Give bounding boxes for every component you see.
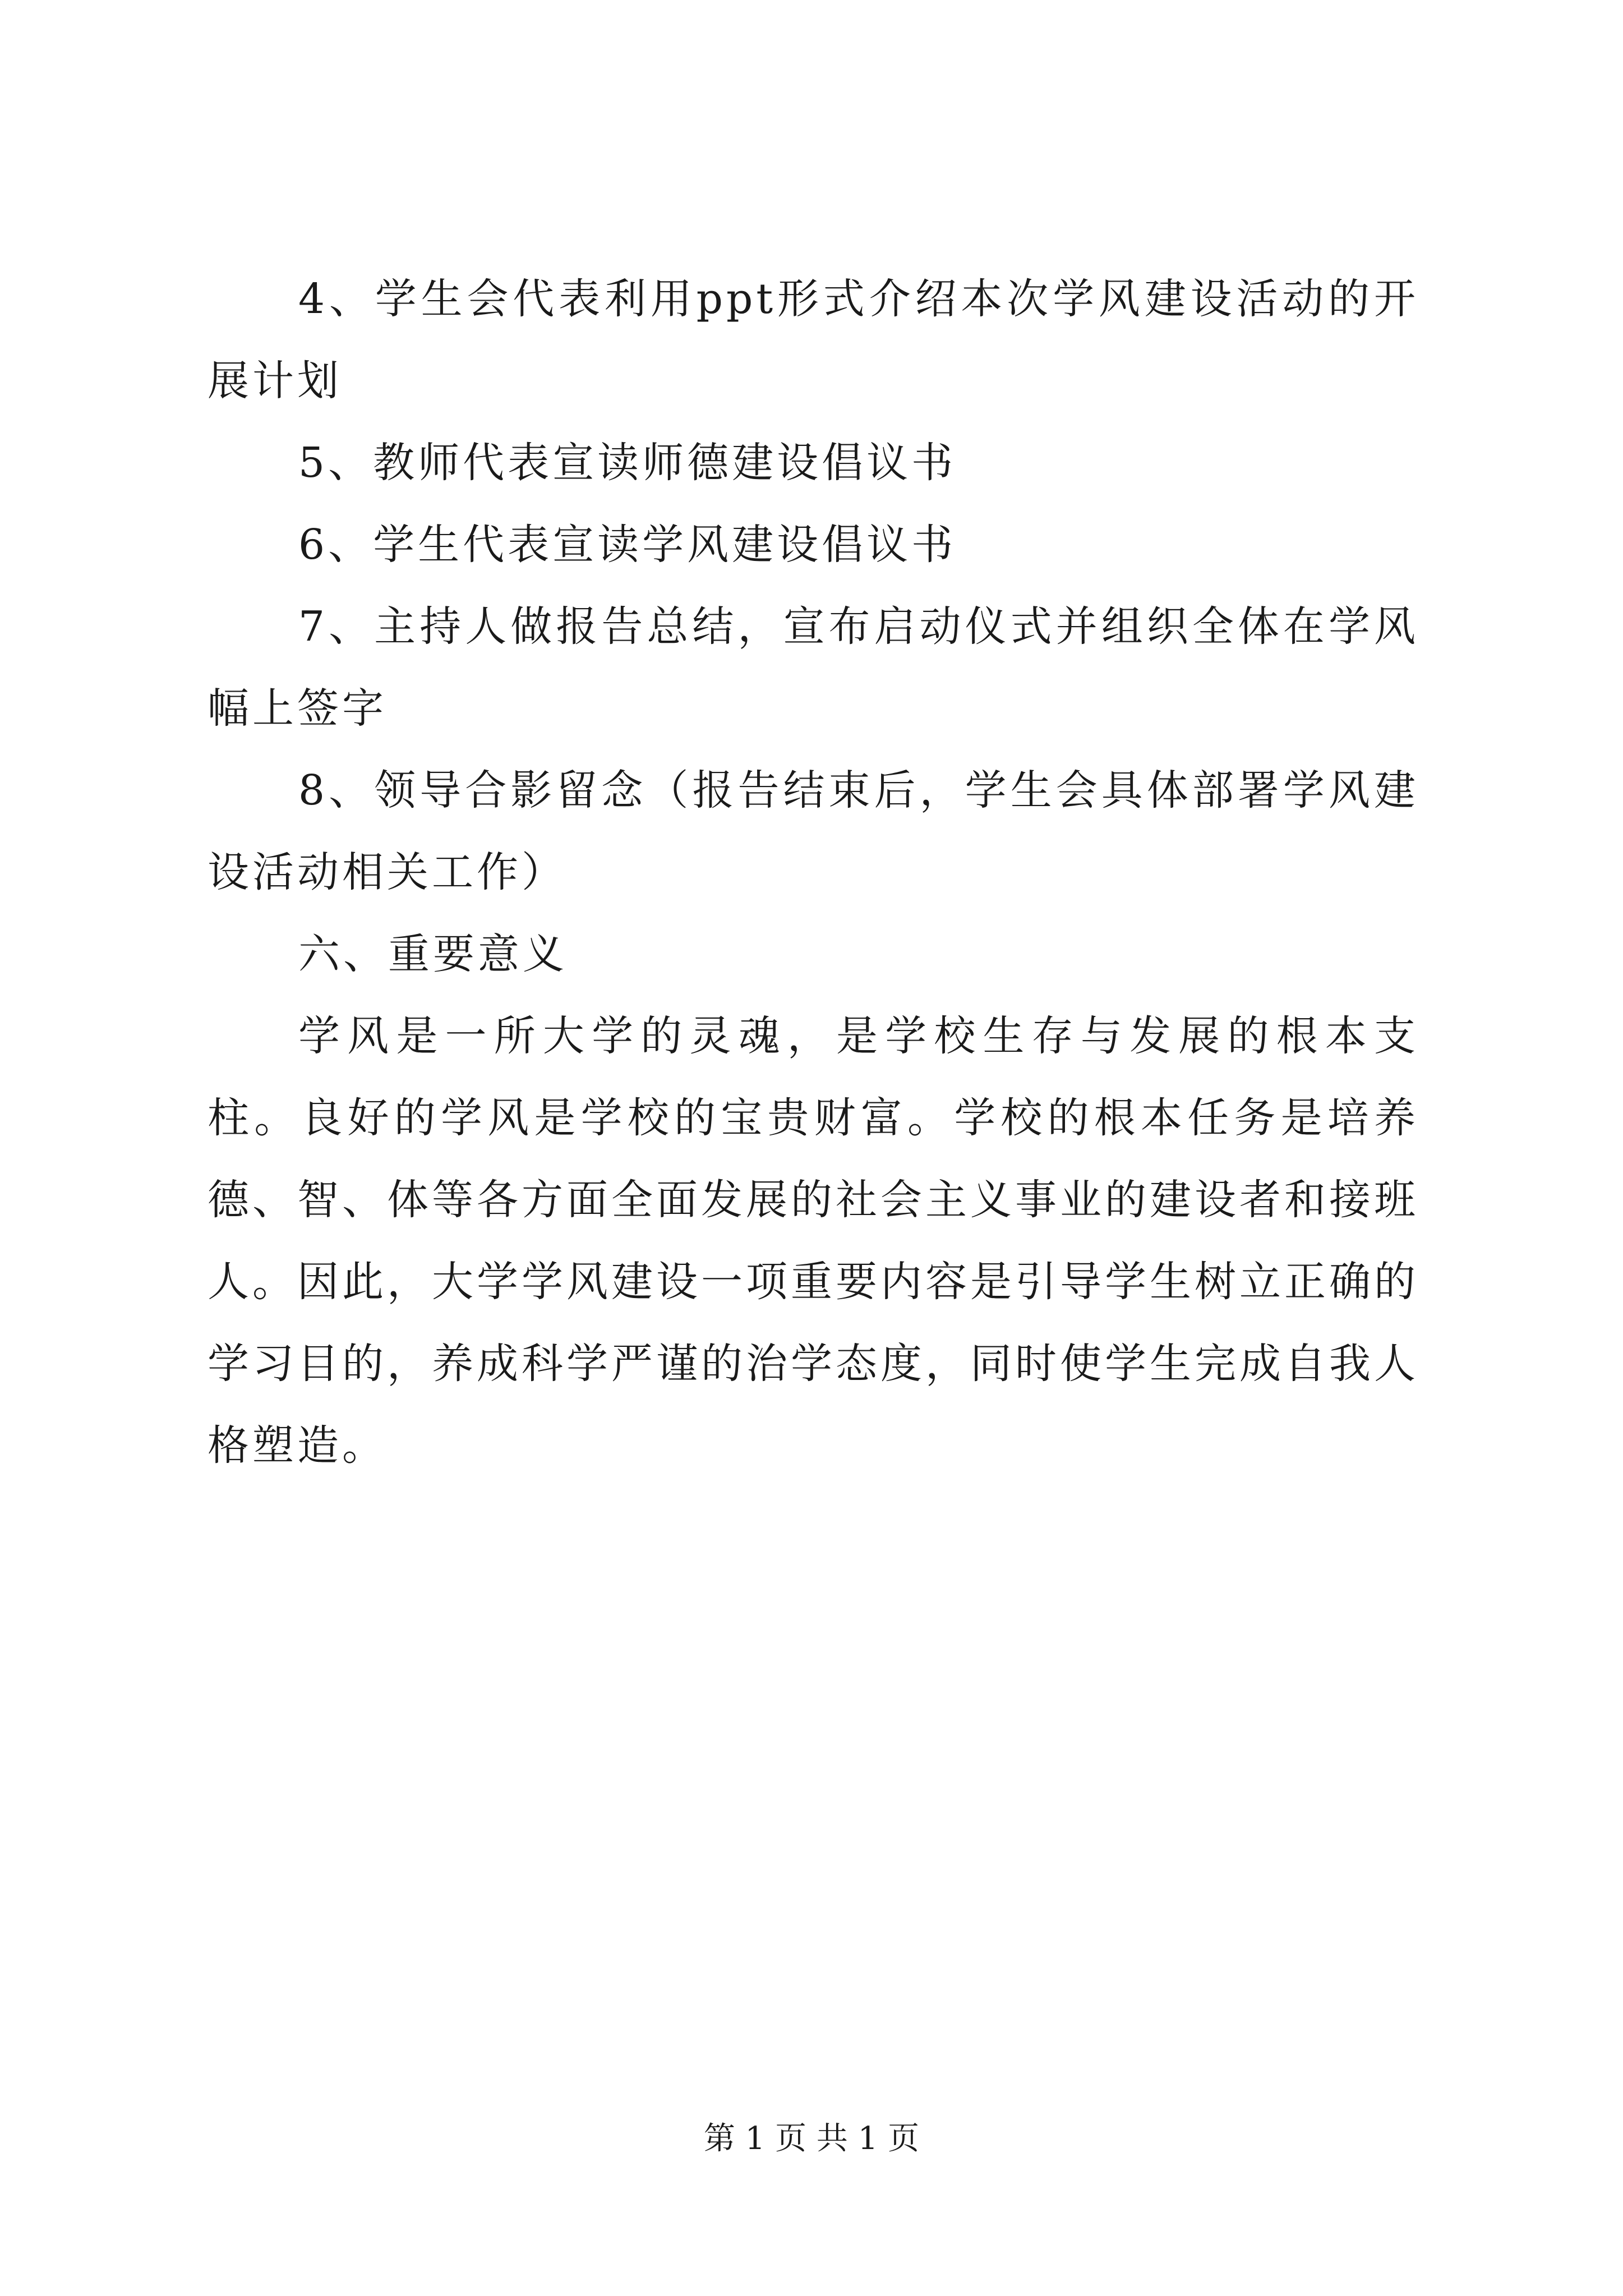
significance-paragraph: 学风是一所大学的灵魂，是学校生存与发展的根本支柱。良好的学风是学校的宝贵财富。学校的根本任务是培养德、智、体等各方面全面发展的社会主义事业的建设者和接班人。因此，大学学风建设一项重要内容是引导学生树立正确的学习目的，养成科学严谨的治学态度，同时使学生完成自我人格塑造。 xyxy=(208,1012,1419,1470)
item-7-paragraph: 7、主持人做报告总结，宣布启动仪式并组织全体在学风幅上签字 xyxy=(208,602,1419,733)
document-body xyxy=(208,258,1419,1487)
page-number-footer: 第 1 页 共 1 页 xyxy=(703,2120,920,2157)
section-heading: 六、重要意义 xyxy=(298,930,568,978)
item-4-paragraph: 4、学生会代表利用ppt形式介绍本次学风建设活动的开展计划 xyxy=(208,275,1419,405)
item-8-paragraph: 8、领导合影留念（报告结束后，学生会具体部署学风建设活动相关工作） xyxy=(208,766,1419,896)
item-5-paragraph: 5、教师代表宣读师德建设倡议书 xyxy=(298,439,957,487)
item-6-paragraph: 6、学生代表宣读学风建设倡议书 xyxy=(298,521,957,569)
